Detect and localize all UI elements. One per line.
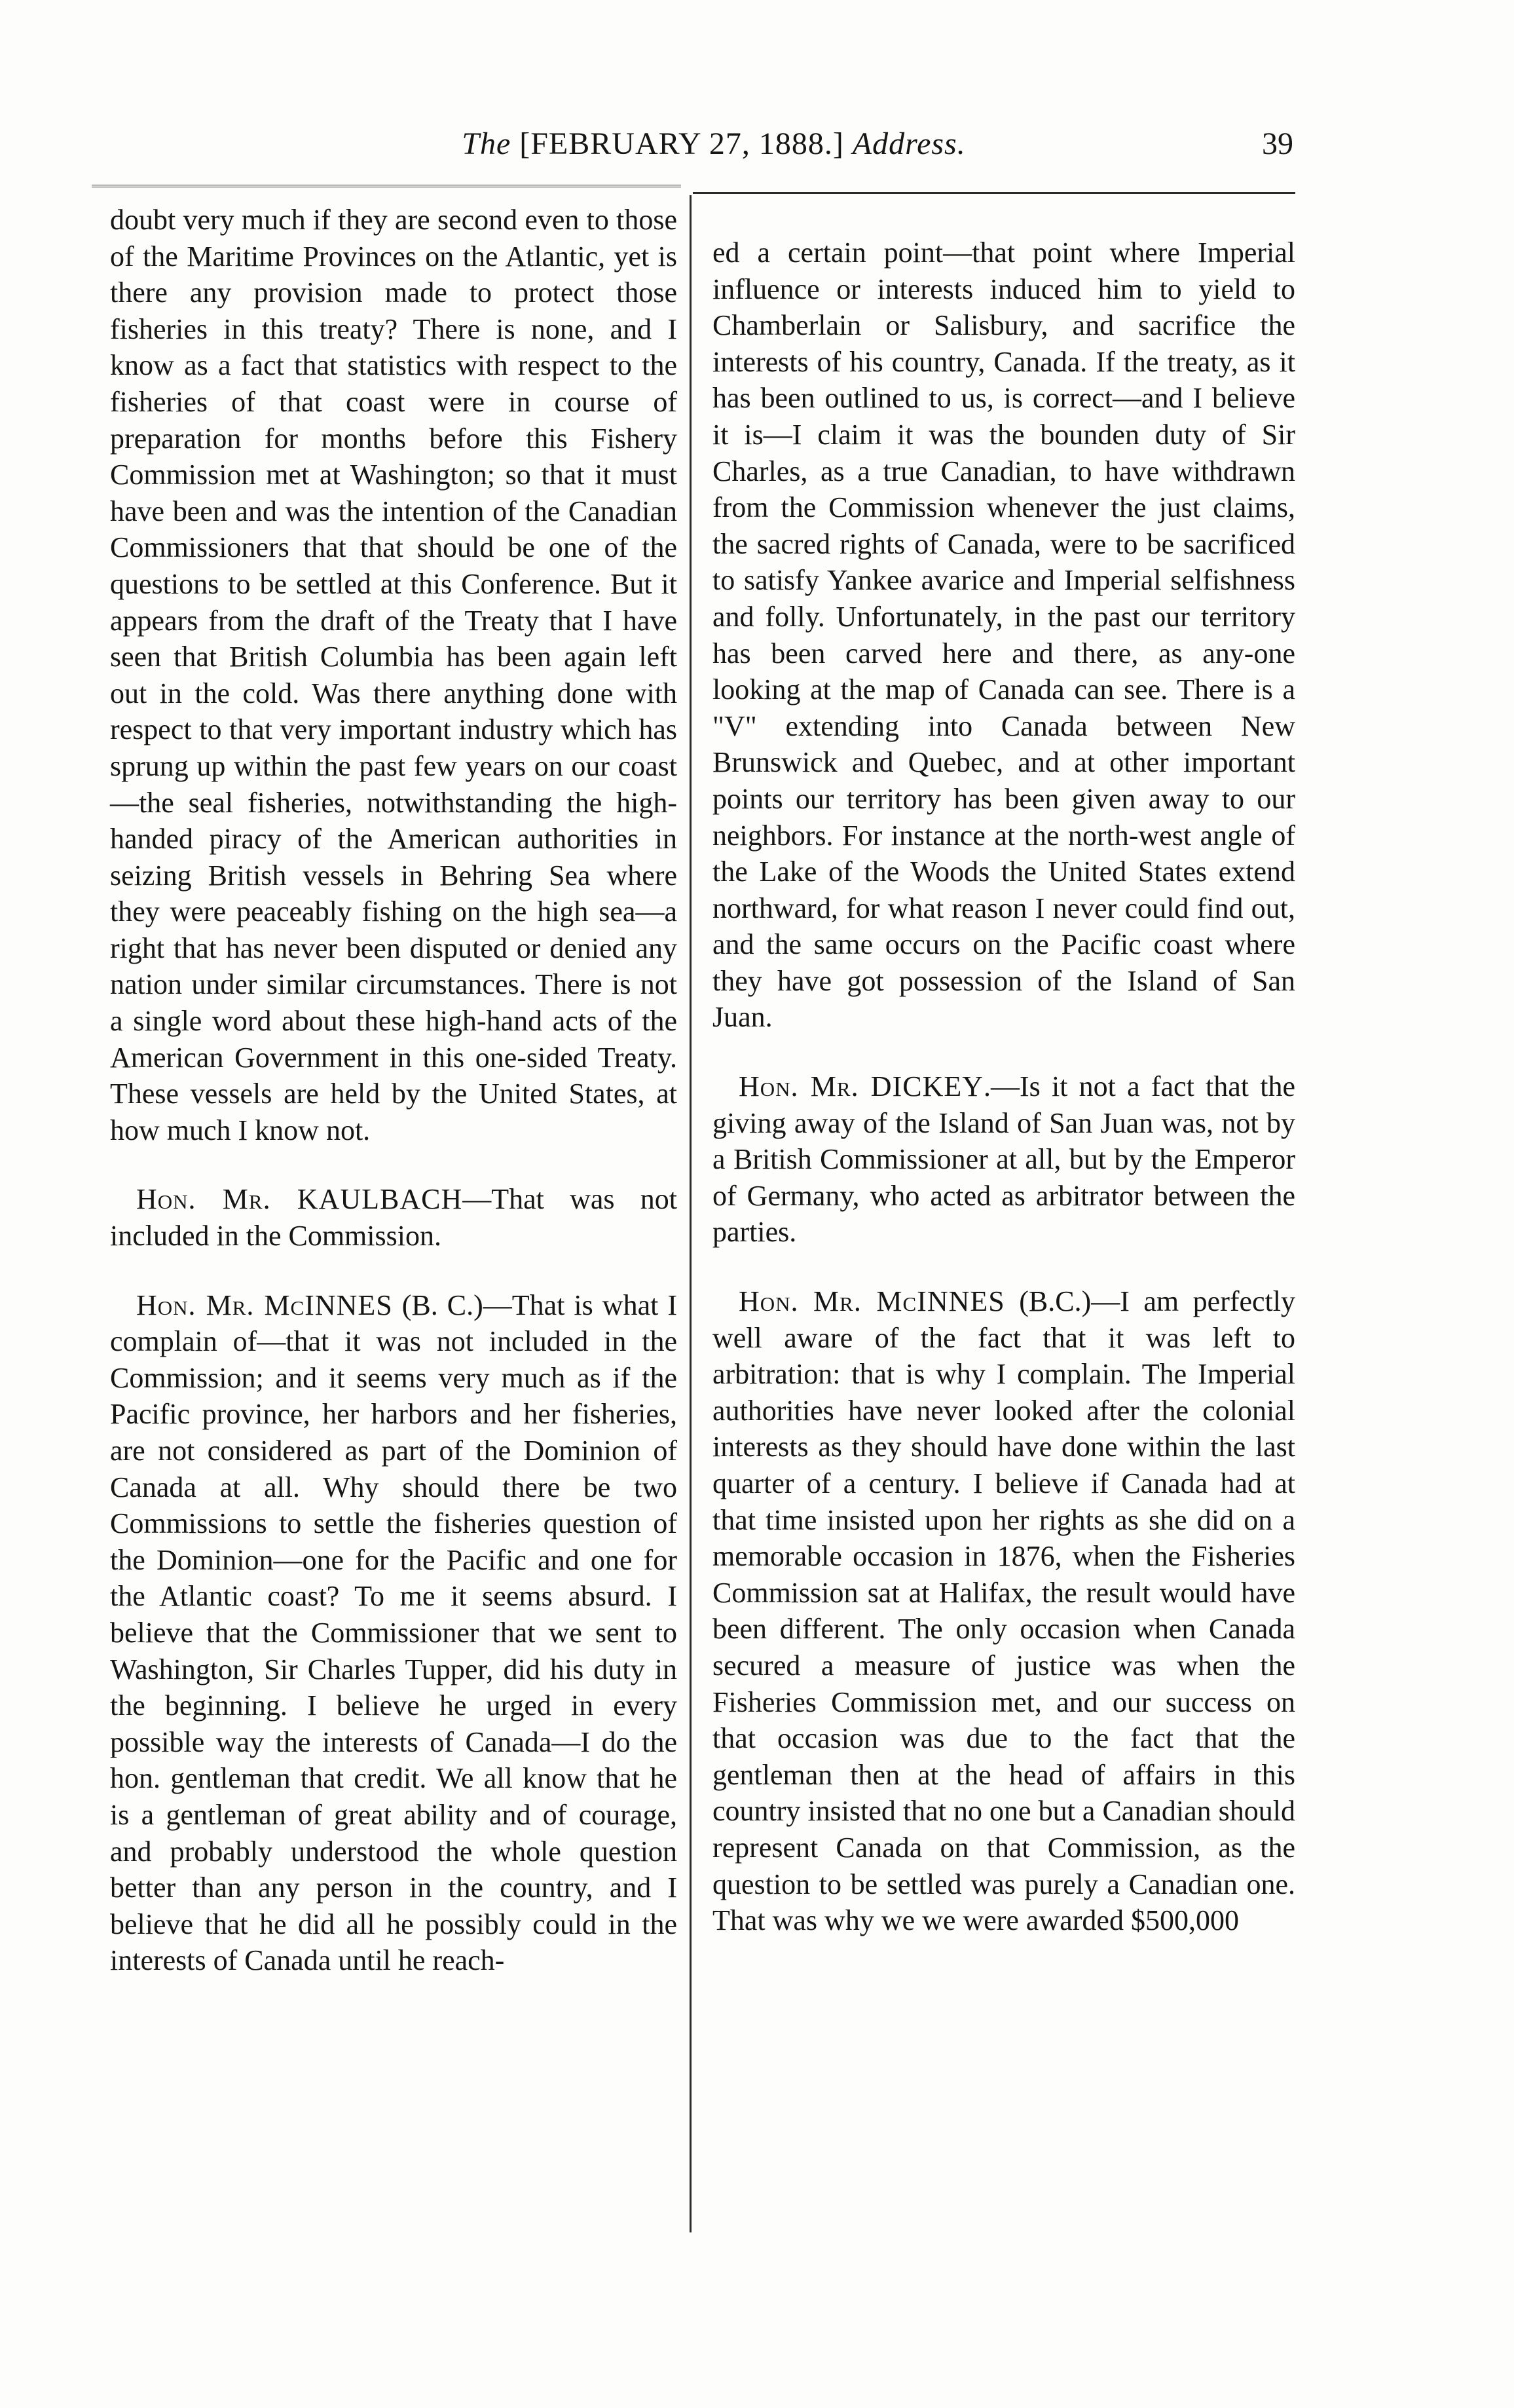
speaker-mcinnes: Hon. Mr. McINNES [136, 1289, 393, 1321]
right-paragraph-3 [712, 1283, 1295, 1939]
header-title [115, 115, 1313, 174]
header-date: [FEBRUARY 27, 1888.] [519, 126, 844, 161]
header-rule-right [693, 192, 1295, 194]
left-paragraph-1: doubt very much if they are second even to those of the Maritime Provinces on the Atlantic, yet is there any provision made to protect those fisheries in this treaty? There is none, and I know as a fact that statistics with respect to the fisheries of that coast were in course of preparation for months before this Fishery Commission met at Washington; so that it must have been and was the intention of the Canadian Commissioners that that should be one of the questions to be settled at this Conference. But it appears from the draft of the Treaty that I have seen that British Columbia has been again left out in the cold. Was there anything done with respect to that very important industry which has sprung up within the past few years on our coast—the seal fisheries, notwithstanding the high-handed piracy of the American authorities in seizing British vessels in Behring Sea where they were peaceably fishing on the high sea—a right that has never been disputed or denied any nation under similar circumstances. There is not a single word about these high-hand acts of the American Government in this one-sided Treaty. These vessels are held by the United States, at how much I know not. [110, 204, 677, 1146]
header-rule-left [92, 185, 681, 191]
page-number: 39 [1262, 126, 1293, 161]
speech-text: .—Is it not a fact that the giving away of the Island of San Juan was, not by a British Commissioner at all, but by the Emperor of Germany, who acted as arbitrator between the parties. [712, 1070, 1295, 1249]
header-ornate-right: Address. [852, 126, 966, 161]
right-column [712, 235, 1295, 1939]
header-ornate-left: The [462, 126, 511, 161]
left-column [110, 202, 677, 1979]
speech-text: (B. C.)—That is what I complain of—that it was not included in the Commission; and it seems very much as if the Pacific province, her harbors and her fisheries, are not considered as part of the Dominion of Canada at all. Why should there be two Commissions to settle the fisheries question of the Dominion—one for the Pacific and one for the Atlantic coast? To me it seems absurd. I believe that the Commissioner that we sent to Washington, Sir Charles Tupper, did his duty in the beginning. I believe he urged in every possible way the interests of Canada—I do the hon. gentleman that credit. We all know that he is a gentleman of great ability and of courage, and probably understood the whole question better than any person in the country, and I believe that he did all he possibly could in the interests of Canada until he reach- [110, 1289, 677, 1977]
speaker-kaulbach: Hon. Mr. KAULBACH [136, 1183, 463, 1216]
speech-text: (B.C.)—I am perfectly well aware of the fact that it was left to arbitration: that is why I complain. The Imperial authorities have never looked after the colonial interests as they should have done within the last quarter of a century. I believe if Canada had at that time insisted upon her rights as she did on a memorable occasion in 1876, when the Fisheries Commission sat at Halifax, the result would have been different. The only occasion when Canada secured a measure of justice was when the Fisheries Commission met, and our success on that occasion was due to the fact that the gentleman then at the head of affairs in this country insisted that no one but a Canadian should represent Canada on that Commission, as the question to be settled was purely a Canadian one. That was why we we were awarded $500,000 [712, 1285, 1296, 1937]
running-header [115, 115, 1313, 174]
left-paragraph-3 [110, 1287, 677, 1979]
speaker-dickey: Hon. Mr. DICKEY [739, 1070, 984, 1103]
speaker-mcinnes: Hon. Mr. McINNES [739, 1285, 1005, 1318]
column-divider [690, 195, 692, 2232]
left-paragraph-2 [110, 1181, 677, 1254]
right-paragraph-2 [712, 1068, 1295, 1251]
right-paragraph-1: ed a certain point—that point where Imperial influence or interests induced him to yield to Chamberlain or Salisbury, and sacrifice the interests of his country, Canada. If the treaty, as it has been outlined to us, is correct—and I believe it is—I claim it was the bounden duty of Sir Charles, as a true Canadian, to have withdrawn from the Commission whenever the just claims, the sacred rights of Canada, were to be sacrificed to satisfy Yankee avarice and Imperial selfishness and folly. Unfortunately, in the past our territory has been carved here and there, as any-one looking at the map of Canada can see. There is a "V" extending into Canada between New Brunswick and Quebec, and at other important points our territory has been given away to our neighbors. For instance at the north-west angle of the Lake of the Woods the United States extend northward, for what reason I never could find out, and the same occurs on the Pacific coast where they have got possession of the Island of San Juan. [712, 236, 1295, 1034]
speech-text: —That was not included in the Commission. [110, 1183, 677, 1252]
